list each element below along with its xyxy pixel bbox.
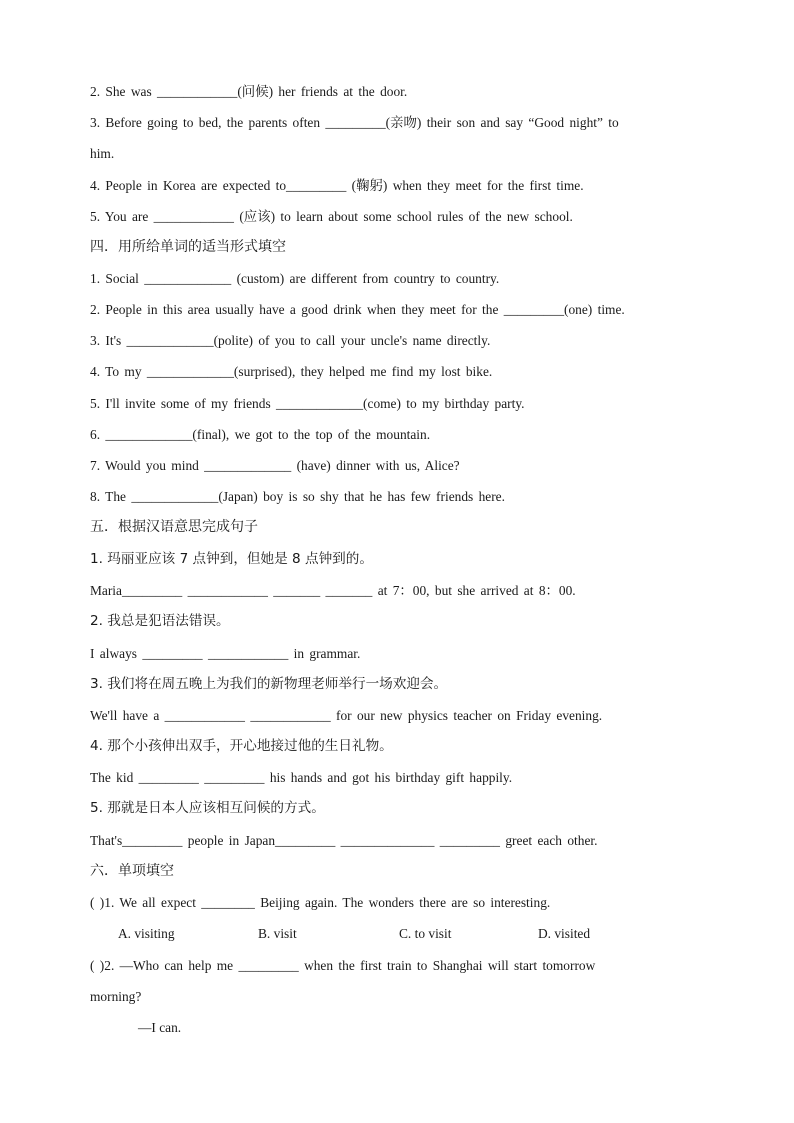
section-6-heading: 六．单项填空 — [90, 863, 174, 879]
question-s5-3-chinese: 3. 我们将在周五晚上为我们的新物理老师举行一场欢迎会。 — [90, 676, 448, 692]
question-s5-1-chinese: 1. 玛丽亚应该 7 点钟到，但她是 8 点钟到的。 — [90, 551, 373, 567]
question-s5-4-english: The kid _________ _________ his hands and got his birthday gift happily. — [90, 770, 513, 785]
question-s4-1: 1. Social _____________ (custom) are different from country to country. — [90, 271, 500, 286]
option-a: A. visiting — [118, 926, 175, 941]
question-s6-2-answer: —I can. — [138, 1020, 182, 1035]
question-s5-4-chinese: 4. 那个小孩伸出双手，开心地接过他的生日礼物。 — [90, 738, 393, 754]
question-s5-1-english: Maria_________ ____________ _______ _______ at 7：00, but she arrived at 8：00. — [90, 583, 576, 598]
question-s5-2-chinese: 2. 我总是犯语法错误。 — [90, 613, 230, 629]
question-s4-7: 7. Would you mind _____________ (have) dinner with us, Alice? — [90, 458, 460, 473]
question-s3-5: 5. You are ____________ (应该) to learn about some school rules of the new school. — [90, 209, 573, 224]
question-s6-2-stem-line2: morning? — [90, 989, 142, 1004]
question-s3-2: 2. She was ____________(问候) her friends at the door. — [90, 84, 408, 99]
question-s4-4: 4. To my _____________(surprised), they helped me find my lost bike. — [90, 364, 493, 379]
question-s5-2-english: I always _________ ____________ in grammar. — [90, 646, 361, 661]
option-b: B. visit — [258, 926, 297, 941]
question-s4-8: 8. The _____________(Japan) boy is so shy that he has few friends here. — [90, 489, 505, 504]
section-4-heading: 四．用所给单词的适当形式填空 — [90, 239, 286, 255]
question-s5-5-chinese: 5. 那就是日本人应该相互问候的方式。 — [90, 800, 325, 816]
question-s3-4: 4. People in Korea are expected to_________ (鞠躬) when they meet for the first time. — [90, 178, 584, 193]
question-s5-5-english: That's_________ people in Japan_________ ______________ _________ greet each other. — [90, 833, 598, 848]
option-c: C. to visit — [399, 926, 452, 941]
question-s3-3-line1: 3. Before going to bed, the parents often _________(亲吻) their son and say “Good night” to — [90, 115, 619, 130]
option-d: D. visited — [538, 926, 591, 941]
question-s4-6: 6. _____________(final), we got to the top of the mountain. — [90, 427, 431, 442]
question-s5-3-english: We'll have a ____________ ____________ for our new physics teacher on Friday evening. — [90, 708, 603, 723]
section-5-heading: 五．根据汉语意思完成句子 — [90, 519, 258, 535]
question-s3-3-line2: him. — [90, 146, 115, 161]
question-s4-2: 2. People in this area usually have a good drink when they meet for the _________(one) time. — [90, 302, 625, 317]
question-s4-5: 5. I'll invite some of my friends _____________(come) to my birthday party. — [90, 396, 525, 411]
question-s6-2-stem-line1: ( )2. —Who can help me _________ when the first train to Shanghai will start tomorrow — [90, 958, 596, 973]
question-s4-3: 3. It's _____________(polite) of you to call your uncle's name directly. — [90, 333, 491, 348]
question-s6-1-stem: ( )1. We all expect ________ Beijing again. The wonders there are so interesting. — [90, 895, 551, 910]
question-s6-1-options — [90, 918, 704, 949]
